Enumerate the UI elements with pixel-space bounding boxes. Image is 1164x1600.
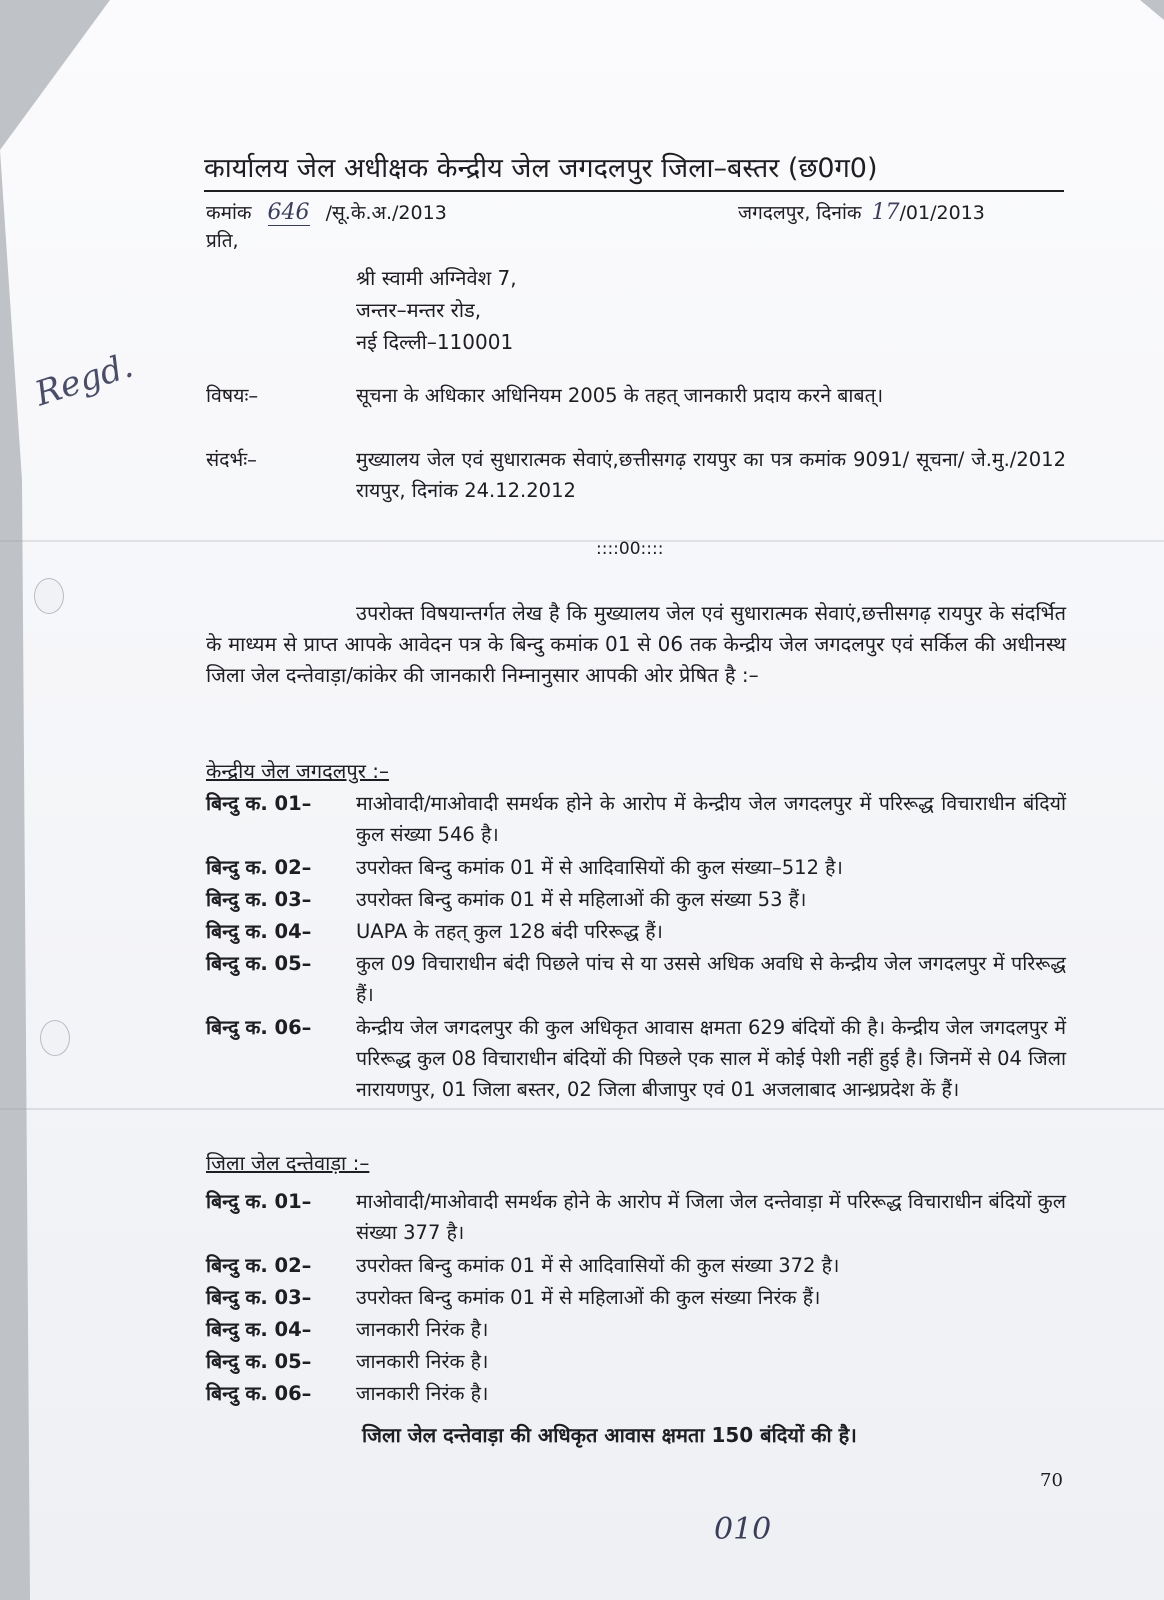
addressee-line: श्री स्वामी अग्निवेश 7, [356,266,517,290]
date-handwritten: 17 [871,200,900,225]
ref-suffix: /सू.के.अ./2013 [325,202,447,224]
ref-prefix: कमांक [206,202,252,224]
point-label: बिन्दु क. 03– [206,1286,312,1309]
point-label: बिन्दु क. 05– [206,1350,312,1373]
point-text: उपरोक्त बिन्दु कमांक 01 में से आदिवासियों की कुल संख्या 372 है। [356,1254,840,1277]
point-label: बिन्दु क. 04– [206,920,312,943]
office-title: कार्यालय जेल अधीक्षक केन्द्रीय जेल जगदलपुर जिला–बस्तर (छ0ग0) [204,150,1064,192]
reference-text: मुख्यालय जेल एवं सुधारात्मक सेवाएं,छत्तीसगढ़ रायपुर का पत्र कमांक 9091/ सूचना/ जे.मु./2012 रायपुर, दिनांक 24.12.2012 [356,448,1066,502]
point-label: बिन्दु क. 05– [206,952,312,975]
point-text: उपरोक्त बिन्दु कमांक 01 में से महिलाओं की कुल संख्या निरंक हैं। [356,1286,821,1309]
point-text: उपरोक्त बिन्दु कमांक 01 में से आदिवासियों की कुल संख्या–512 है। [356,856,843,879]
point-label: बिन्दु क. 01– [206,1190,312,1213]
point-label: बिन्दु क. 06– [206,1016,312,1039]
point-text: माओवादी/माओवादी समर्थक होने के आरोप में केन्द्रीय जेल जगदलपुर में परिरूद्ध विचाराधीन बंदियों कुल संख्या 546 है। [356,792,1066,846]
punch-hole [40,1020,70,1056]
point-text: जानकारी निरंक है। [356,1382,489,1405]
point-text: कुल 09 विचाराधीन बंदी पिछले पांच से या उससे अधिक अवधि से केन्द्रीय जेल जगदलपुर में परिरूद्ध हैं। [356,952,1066,1006]
point-text: जानकारी निरंक है। [356,1350,489,1373]
regd-handwritten-mark: Regd. [30,345,138,415]
punch-hole [34,578,64,614]
prati-label: प्रति, [206,230,239,252]
place-date [738,198,985,228]
addressee-line: जन्तर–मन्तर रोड, [356,298,482,322]
date-suffix: /01/2013 [899,202,985,224]
reference-label: संदर्भः– [206,448,257,471]
section-heading-central-jail: केन्द्रीय जेल जगदलपुर :– [206,759,389,783]
addressee-block [356,262,517,358]
paper-fold [0,1108,1164,1110]
point-label: बिन्दु क. 01– [206,792,312,815]
page-number: 70 [1040,1470,1063,1491]
intro-paragraph: उपरोक्त विषयान्तर्गत लेख है कि मुख्यालय जेल एवं सुधारात्मक सेवाएं,छत्तीसगढ़ रायपुर के संदर्भित के माध्यम से प्राप्त आपके आवेदन पत्र के बिन्दु कमांक 01 से 06 तक केन्द्रीय जेल जगदलपुर एवं सर्किल की अधीनस्थ जिला जेल दन्तेवाड़ा/कांकेर की जानकारी निम्नानुसार आपकी ओर प्रेषित है :– [206,601,1066,687]
closing-statement: जिला जेल दन्तेवाड़ा की अधिकृत आवास क्षमता 150 बंदियों की है। [362,1423,857,1447]
subject-label: विषयः– [206,384,259,407]
point-text: केन्द्रीय जेल जगदलपुर की कुल अधिकृत आवास क्षमता 629 बंदियों की है। केन्द्रीय जेल जगदलपुर में परिरूद्ध कुल 08 विचाराधीन बंदियों की पिछले एक साल में कोई पेशी नहीं हुई है। जिनमें से 04 जिला नारायणपुर, 01 जिला बस्तर, 02 जिला बीजापुर एवं 01 अजलाबाद आन्ध्रप्रदेश कें हैं। [356,1016,1066,1101]
subject-text: सूचना के अधिकार अधिनियम 2005 के तहत् जानकारी प्रदाय करने बाबत्। [356,384,884,407]
point-label: बिन्दु क. 06– [206,1382,312,1405]
point-label: बिन्दु क. 02– [206,856,312,879]
point-text: उपरोक्त बिन्दु कमांक 01 में से महिलाओं की कुल संख्या 53 हैं। [356,888,807,911]
ref-handwritten: 646 [267,200,310,225]
point-label: बिन्दु क. 04– [206,1318,312,1341]
point-text: जानकारी निरंक है। [356,1318,489,1341]
section-heading-district-jail: जिला जेल दन्तेवाड़ा :– [206,1151,370,1175]
point-text: माओवादी/माओवादी समर्थक होने के आरोप में जिला जेल दन्तेवाड़ा में परिरूद्ध विचाराधीन बंदियों कुल संख्या 377 है। [356,1190,1066,1244]
subject-row [206,380,1066,444]
separator: ::::00:::: [596,539,664,559]
addressee-line: नई दिल्ली–110001 [356,330,514,354]
reference-number [206,198,447,228]
handwritten-page-number: 010 [714,1512,772,1547]
point-row [206,788,1066,850]
reference-row [206,444,1066,508]
point-text: UAPA के तहत् कुल 128 बंदी परिरूद्ध हैं। [356,920,663,943]
point-label: बिन्दु क. 03– [206,888,312,911]
paper-fold [0,540,1164,542]
place-date-prefix: जगदलपुर, दिनांक [738,202,862,224]
point-label: बिन्दु क. 02– [206,1254,312,1277]
